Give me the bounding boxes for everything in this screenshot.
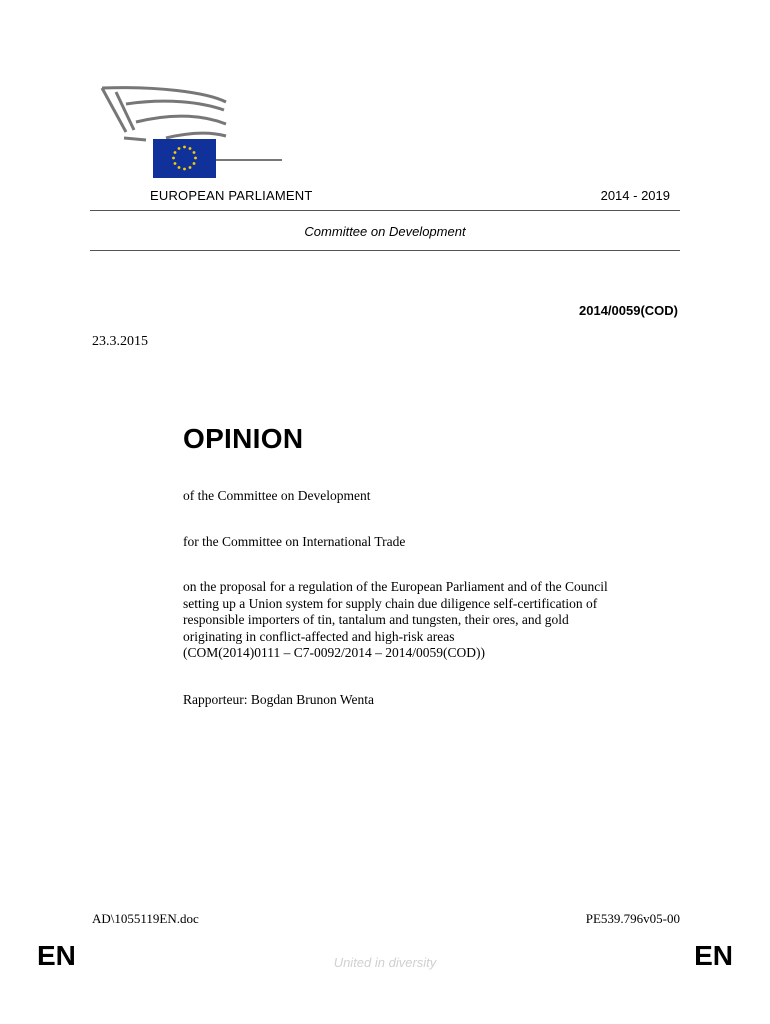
european-parliament-logo xyxy=(96,82,286,182)
subject-line: originating in conflict-affected and high-risk areas xyxy=(183,628,455,644)
logo-stroke xyxy=(124,138,146,140)
procedure-code: 2014/0059(COD) xyxy=(579,303,678,318)
file-name: AD\1055119EN.doc xyxy=(92,911,199,926)
logo-stroke xyxy=(136,116,226,124)
header-divider xyxy=(90,210,680,211)
of-committee: of the Committee on Development xyxy=(183,488,371,503)
subject-line: setting up a Union system for supply chain due diligence self-certification of xyxy=(183,595,598,611)
logo-stroke xyxy=(126,101,224,110)
institution-name: EUROPEAN PARLIAMENT xyxy=(150,188,313,203)
subject-line: on the proposal for a regulation of the European Parliament and of the Council xyxy=(183,579,608,594)
motto: United in diversity xyxy=(333,955,437,970)
document-date: 23.3.2015 xyxy=(92,334,148,349)
committee-divider xyxy=(90,250,680,251)
committee-name: Committee on Development xyxy=(304,224,466,239)
logo-stroke xyxy=(166,133,226,138)
document-title: OPINION xyxy=(183,423,304,454)
eu-flag-icon xyxy=(153,139,216,178)
proposal-subject xyxy=(183,579,683,662)
for-committee: for the Committee on International Trade xyxy=(183,534,406,549)
logo-stroke xyxy=(116,92,134,130)
subject-line: (COM(2014)0111 – C7-0092/2014 – 2014/0059(COD)) xyxy=(183,645,485,660)
language-code-right: EN xyxy=(694,940,733,971)
parliamentary-term: 2014 - 2019 xyxy=(600,188,670,203)
rapporteur: Rapporteur: Bogdan Brunon Wenta xyxy=(183,692,375,707)
language-code-left: EN xyxy=(37,940,76,971)
document-reference: PE539.796v05-00 xyxy=(585,911,680,926)
subject-line: responsible importers of tin, tantalum and tungsten, their ores, and gold xyxy=(183,612,569,627)
logo-stroke xyxy=(102,88,126,132)
